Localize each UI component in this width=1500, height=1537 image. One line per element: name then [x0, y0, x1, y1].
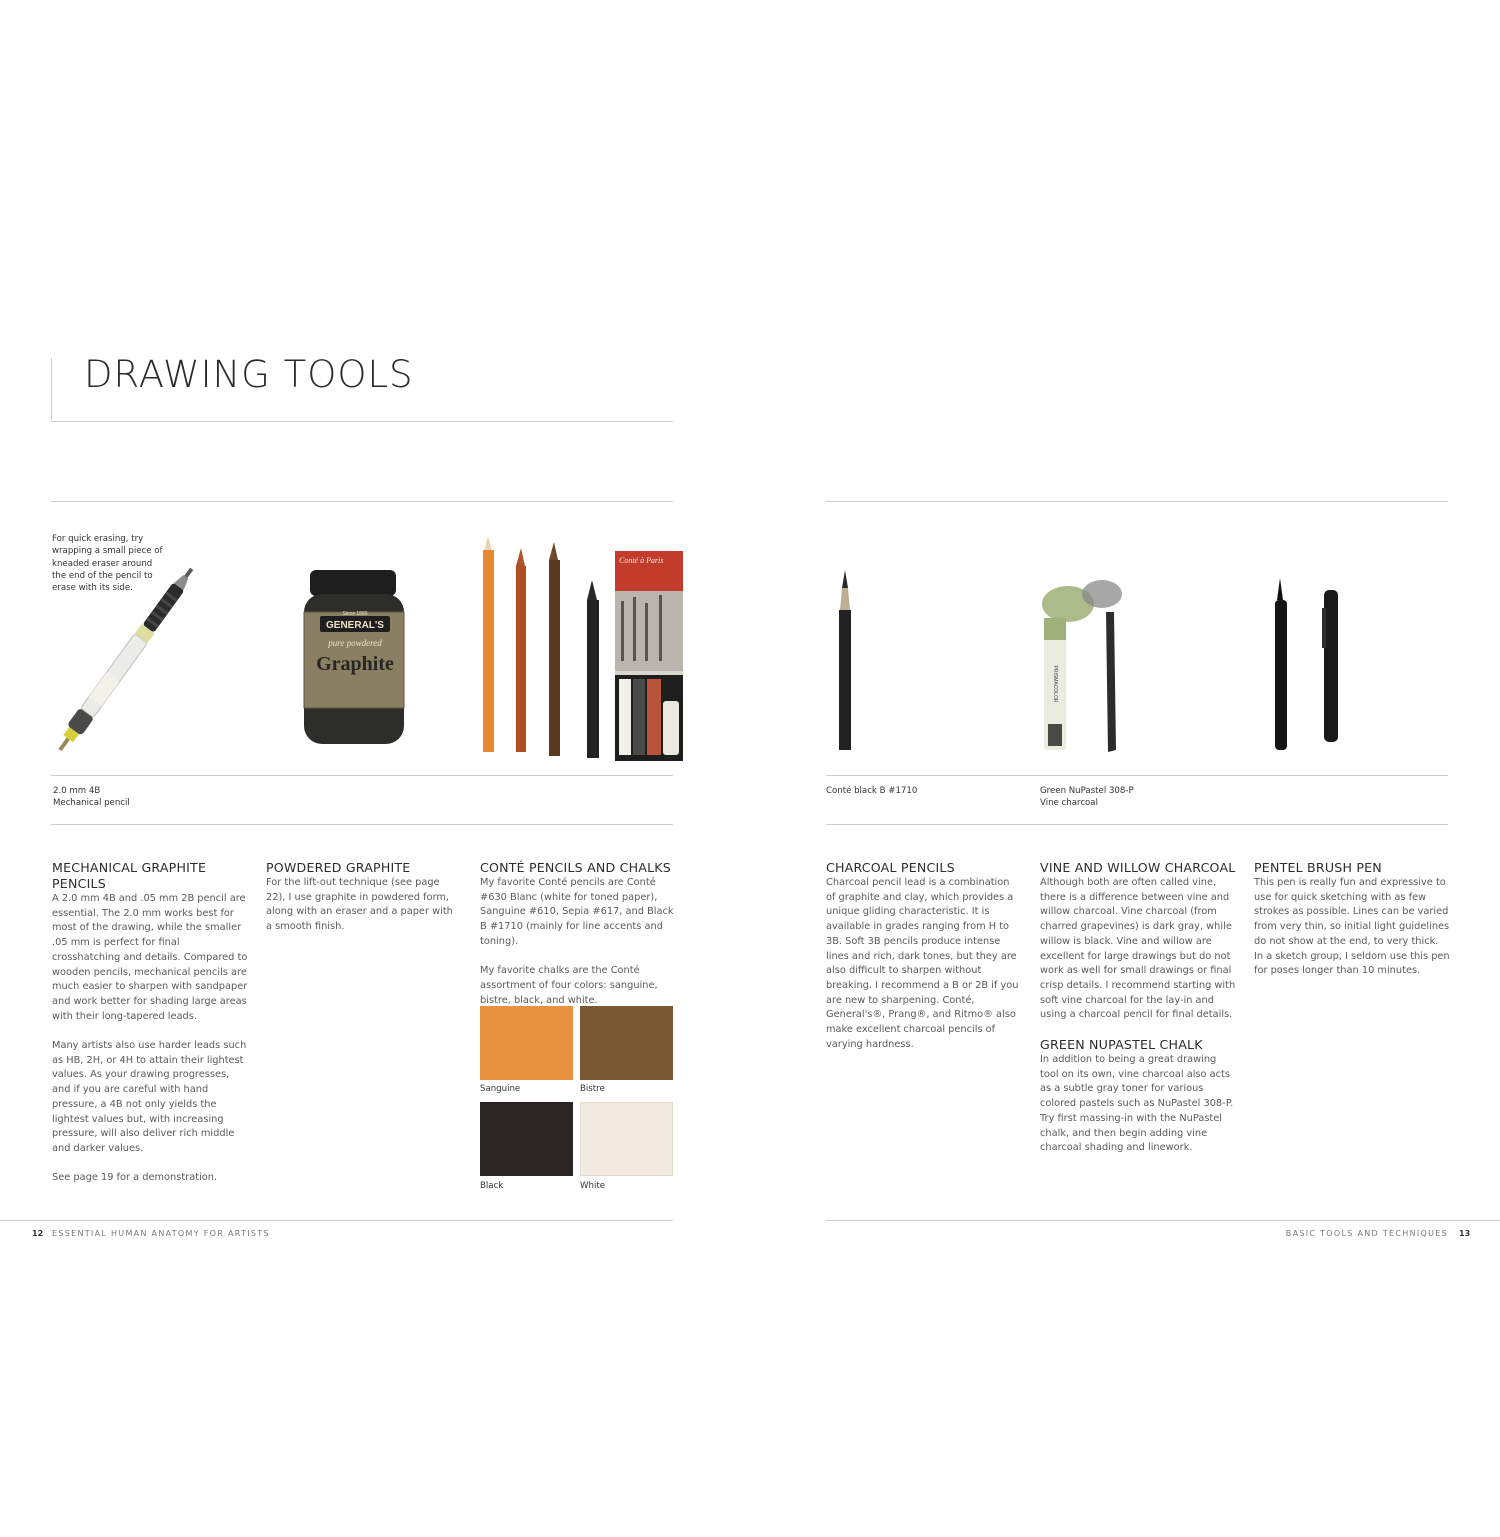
right-image-rule: [826, 775, 1448, 776]
graphite-jar-image: [300, 568, 412, 750]
section-heading: POWDERED GRAPHITE: [266, 860, 411, 875]
swatch-label: White: [580, 1181, 605, 1191]
conte-pencils-image: [478, 536, 608, 761]
section-heading: VINE AND WILLOW CHARCOAL: [1040, 860, 1236, 875]
section-paragraph: A 2.0 mm 4B and .05 mm 2B pencil are essential. The 2.0 mm works best for most of the drawing, while the smaller .05 mm is perfect for final crosshatching and details. Compared to wooden pencils, mechanical pencils are much easier to sharpen with sandpaper and work better for shading large areas with their long-tapered leads.: [52, 893, 248, 1022]
running-head-left: ESSENTIAL HUMAN ANATOMY FOR ARTISTS: [52, 1229, 270, 1238]
mechanical-pencil-image: [40, 560, 250, 760]
section-paragraph: This pen is really fun and expressive to use for quick sketching with as few strokes as possible. Lines can be varied from very thin, so initial light guidelines do not show at the end, to very thick. In a sketch group, I seldom use this pen for poses longer than 10 minutes.: [1254, 877, 1450, 977]
section-vine-willow-charcoal: [1040, 860, 1236, 1023]
swatch-label: Sanguine: [480, 1084, 521, 1094]
title-rule: [51, 421, 673, 422]
left-caption-rule: [51, 824, 673, 825]
swatch-label: Black: [480, 1181, 504, 1191]
left-top-rule: [51, 501, 673, 502]
section-green-nupastel: [1040, 1037, 1236, 1156]
page-number-right: 13: [1459, 1229, 1471, 1238]
swatch-bistre: [580, 1006, 673, 1080]
caption-conte-black: Conté black B #1710: [826, 786, 918, 796]
right-footer-rule: [826, 1220, 1500, 1221]
right-top-rule: [826, 501, 1448, 502]
swatch-sanguine: [480, 1006, 573, 1080]
conte-box-label: Conté à Paris: [619, 556, 664, 565]
section-charcoal-pencils: [826, 860, 1022, 1052]
section-mechanical-pencils: [52, 860, 250, 1186]
eraser-tip-note: For quick erasing, try wrapping a small piece of kneaded eraser around the end of the pencil to erase with its side.: [52, 534, 163, 594]
nupastel-vine-charcoal-image: [1040, 574, 1150, 756]
section-paragraph: Charcoal pencil lead is a combination of graphite and clay, which provides a unique gliding characteristic. It is available in grades ranging from H to 3B. Soft 3B pencils produce intense lines and rich, dark tones, but they are also difficult to sharpen without breaking. I recommend a B or 2B if you are new to sharpening. Conté, General's®, Prang®, and Ritmo® also make excellent charcoal pencils of varying hardness.: [826, 877, 1019, 1050]
caption-mechanical-size: 2.0 mm 4B: [53, 786, 101, 796]
left-image-rule: [51, 775, 673, 776]
section-heading: GREEN NUPASTEL CHALK: [1040, 1037, 1203, 1052]
swatch-black: [480, 1102, 573, 1176]
caption-mechanical-name: Mechanical pencil: [53, 798, 130, 808]
title-divider: [51, 358, 52, 422]
section-paragraph: See page 19 for a demonstration.: [52, 1172, 218, 1184]
right-caption-rule: [826, 824, 1448, 825]
section-paragraph: My favorite Conté pencils are Conté #630 Blanc (white for toned paper), Sanguine #610, Sepia #617, and Black B #1710 (mainly for line accents and toning).: [480, 877, 674, 947]
jar-word-label: Graphite: [316, 653, 394, 675]
section-paragraph: In addition to being a great drawing tool on its own, vine charcoal also acts as a subtle gray toner for various colored pastels such as NuPastel 308-P. Try first massing-in with the NuPastel chalk, and then begin adding vine charcoal shading and linework.: [1040, 1054, 1234, 1154]
section-heading: CONTÉ PENCILS AND CHALKS: [480, 860, 671, 875]
conte-chalk-box-image: [615, 551, 683, 761]
section-paragraph: For the lift-out technique (see page 22), I use graphite in powdered form, along with an eraser and a paper with a smooth finish.: [266, 877, 453, 933]
section-powdered-graphite: [266, 860, 456, 935]
nupastel-brand-label: PRISMACOLOR: [1052, 665, 1058, 703]
section-conte-pencils: [480, 860, 676, 1008]
section-paragraph: Many artists also use harder leads such as HB, 2H, or 4H to attain their lightest values. As your drawing progresses, and if you are careful with hand pressure, a 4B not only yields the lightest values but, with increasing pressure, will also deliver rich middle and darker values.: [52, 1040, 247, 1154]
page-number-left: 12: [32, 1229, 44, 1238]
running-head-right: BASIC TOOLS AND TECHNIQUES: [1285, 1229, 1448, 1238]
left-footer-rule: [0, 1220, 673, 1221]
section-heading: PENTEL BRUSH PEN: [1254, 860, 1382, 875]
section-heading: CHARCOAL PENCILS: [826, 860, 955, 875]
caption-nupastel: Green NuPastel 308-P: [1040, 786, 1134, 796]
swatch-white: [580, 1102, 673, 1176]
swatch-label: Bistre: [580, 1084, 605, 1094]
caption-vine: Vine charcoal: [1040, 798, 1098, 808]
jar-since-label: Since 1889: [342, 611, 368, 617]
section-paragraph: Although both are often called vine, there is a difference between vine and willow charcoal. Vine charcoal (from charred grapevines) is dark gray, while willow is black. Vine and willow are excellent for large drawings but do not work as well for small drawings or final crisp details. I recommend starting with soft vine charcoal for the lay-in and using a charcoal pencil for final details.: [1040, 877, 1236, 1021]
page-title: DRAWING TOOLS: [84, 353, 414, 396]
jar-script-label: pure powdered: [328, 638, 382, 648]
section-paragraph: My favorite chalks are the Conté assortment of four colors: sanguine, bistre, black, and white.: [480, 965, 658, 1006]
charcoal-pencil-image: [836, 570, 856, 752]
jar-brand-label: GENERAL'S: [326, 620, 384, 631]
section-heading: MECHANICAL GRAPHITE PENCILS: [52, 860, 207, 891]
brush-pen-image: [1268, 578, 1342, 754]
section-pentel-brush-pen: [1254, 860, 1450, 979]
